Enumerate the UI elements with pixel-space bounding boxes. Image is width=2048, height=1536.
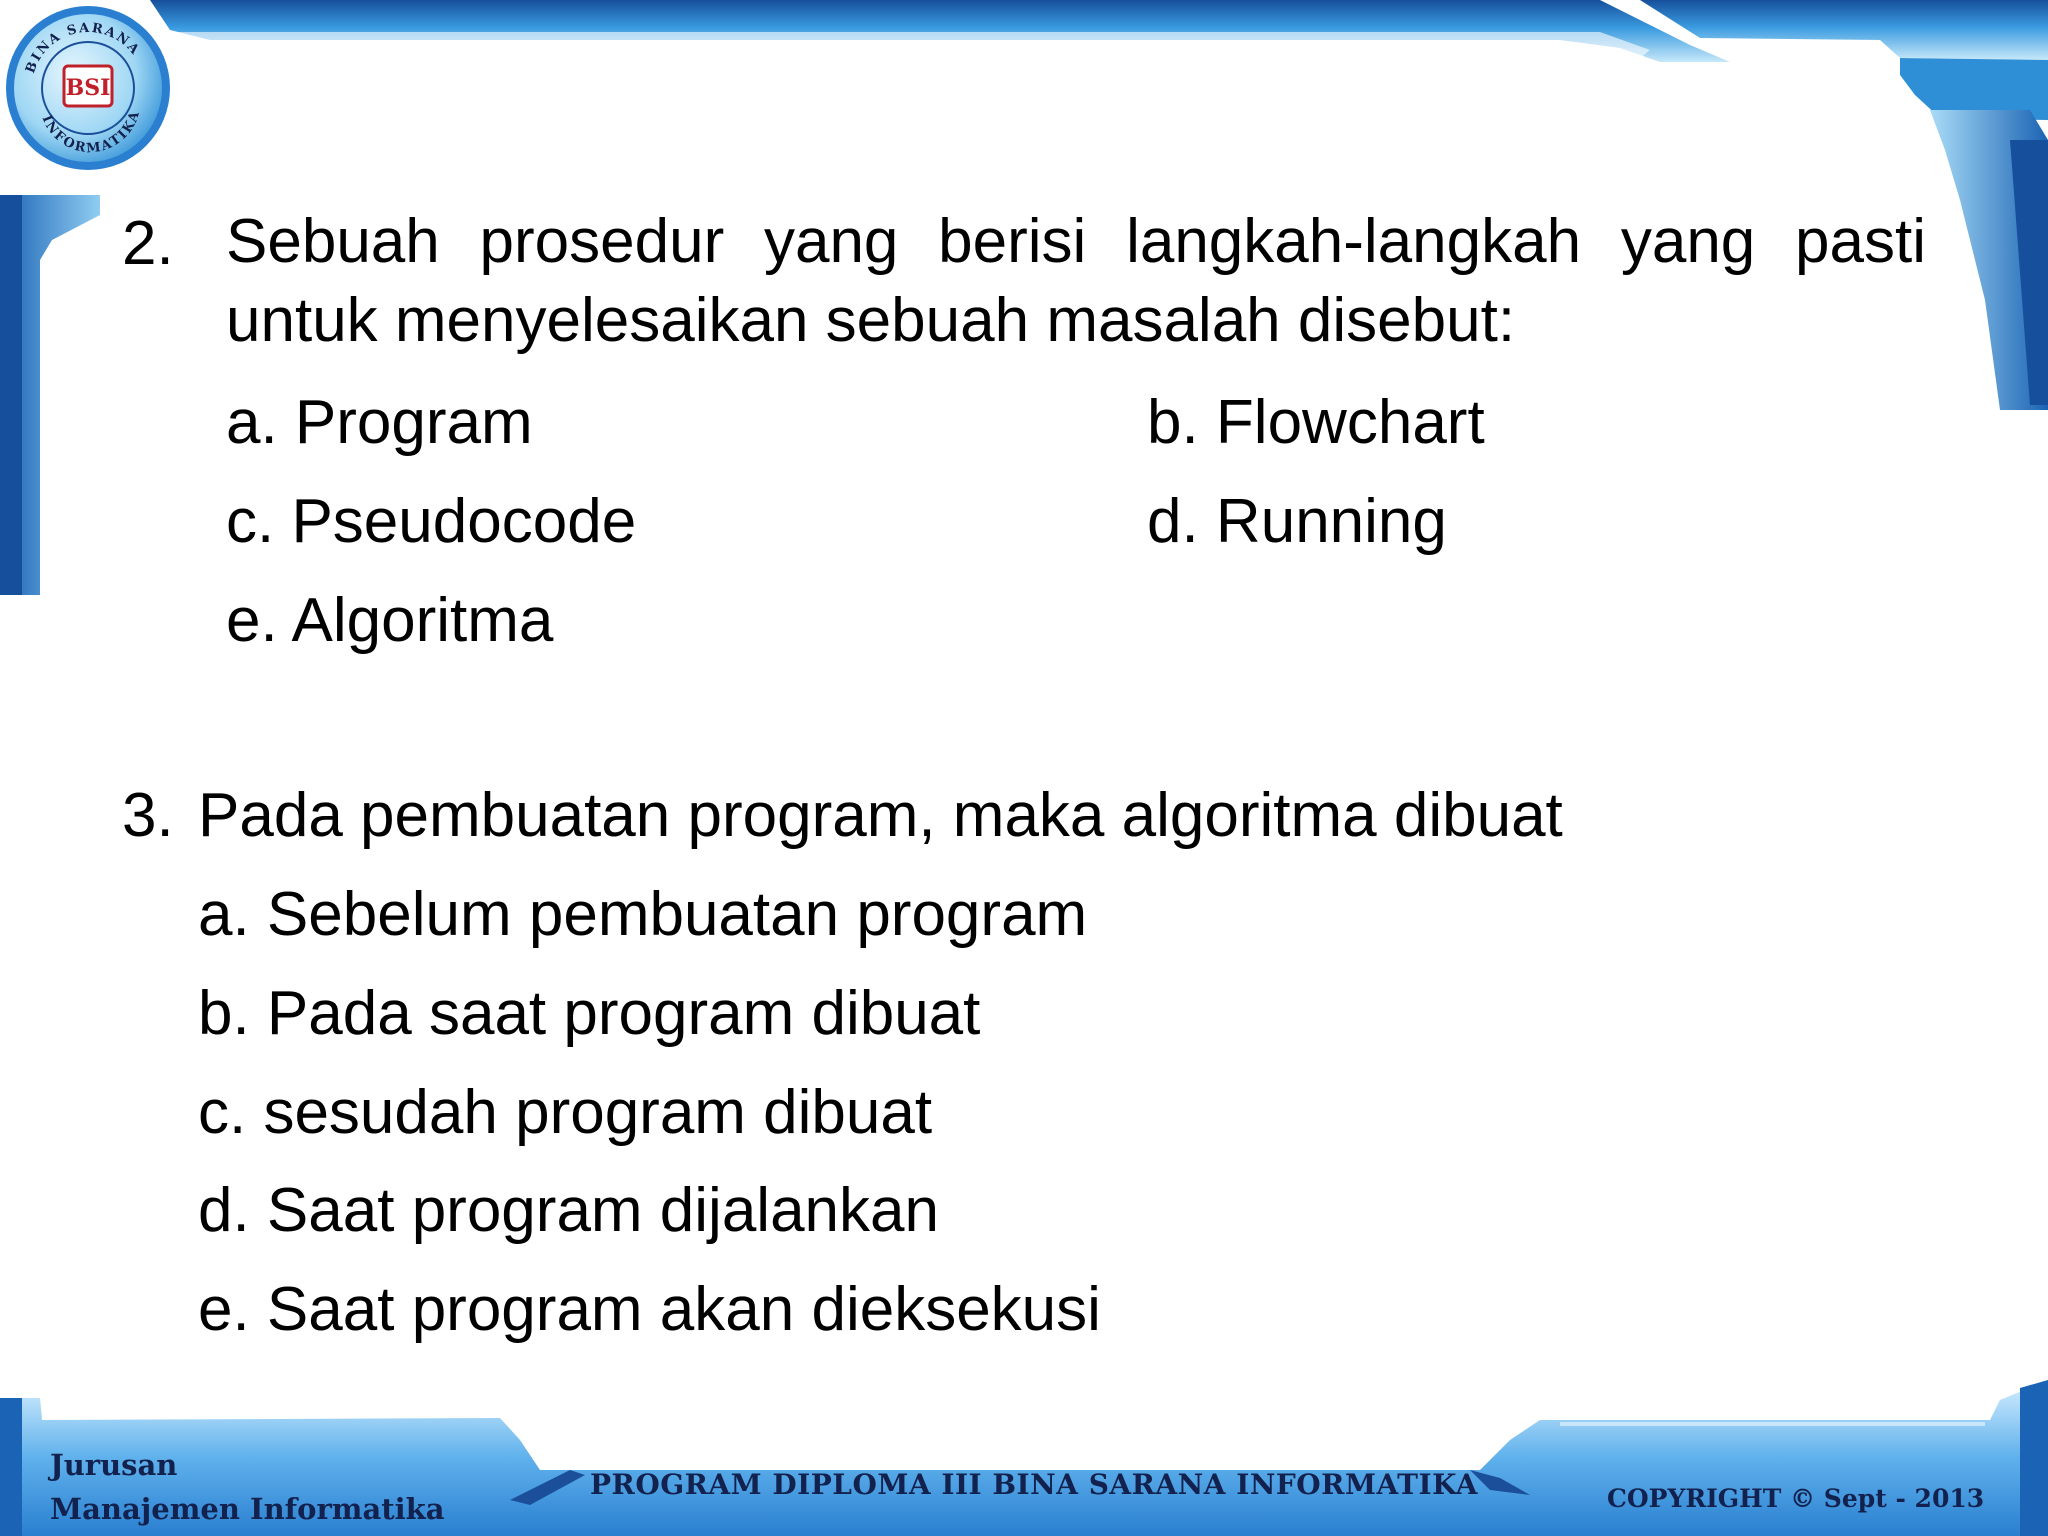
question-3-number: 3. <box>122 781 174 850</box>
question-2-option-c: c. Pseudocode <box>226 487 637 556</box>
question-3-option-a: a. Sebelum pembuatan program <box>198 880 1088 949</box>
svg-text:INFORMATIKA: INFORMATIKA <box>38 108 144 157</box>
question-2-option-a: a. Program <box>226 388 533 457</box>
question-3-option-d: d. Saat program dijalankan <box>198 1176 940 1245</box>
question-3-option-e: e. Saat program akan dieksekusi <box>198 1275 1101 1344</box>
footer-copyright: COPYRIGHT © Sept - 2013 <box>1607 1484 1985 1513</box>
question-2-option-b: b. Flowchart <box>1147 388 1485 457</box>
question-2-option-e: e. Algoritma <box>226 586 554 655</box>
question-2-text: Sebuah prosedur yang berisi langkah-langkah yang pasti untuk menyelesaikan sebuah masalah disebut: <box>226 207 1926 355</box>
question-3-option-c: c. sesudah program dibuat <box>198 1078 933 1147</box>
footer-department-line1: Jurusan <box>50 1448 178 1482</box>
svg-text:BINA SARANA: BINA SARANA <box>23 20 143 76</box>
question-2-option-d: d. Running <box>1147 487 1447 556</box>
footer-program-title: PROGRAM DIPLOMA III BINA SARANA INFORMATIKA <box>590 1468 1478 1501</box>
question-2-number: 2. <box>122 209 174 278</box>
question-3-option-b: b. Pada saat program dibuat <box>198 979 981 1048</box>
footer-department-line2: Manajemen Informatika <box>50 1492 445 1526</box>
svg-text:BSI: BSI <box>65 75 111 101</box>
question-3-text: Pada pembuatan program, maka algoritma dibuat <box>198 781 1563 850</box>
